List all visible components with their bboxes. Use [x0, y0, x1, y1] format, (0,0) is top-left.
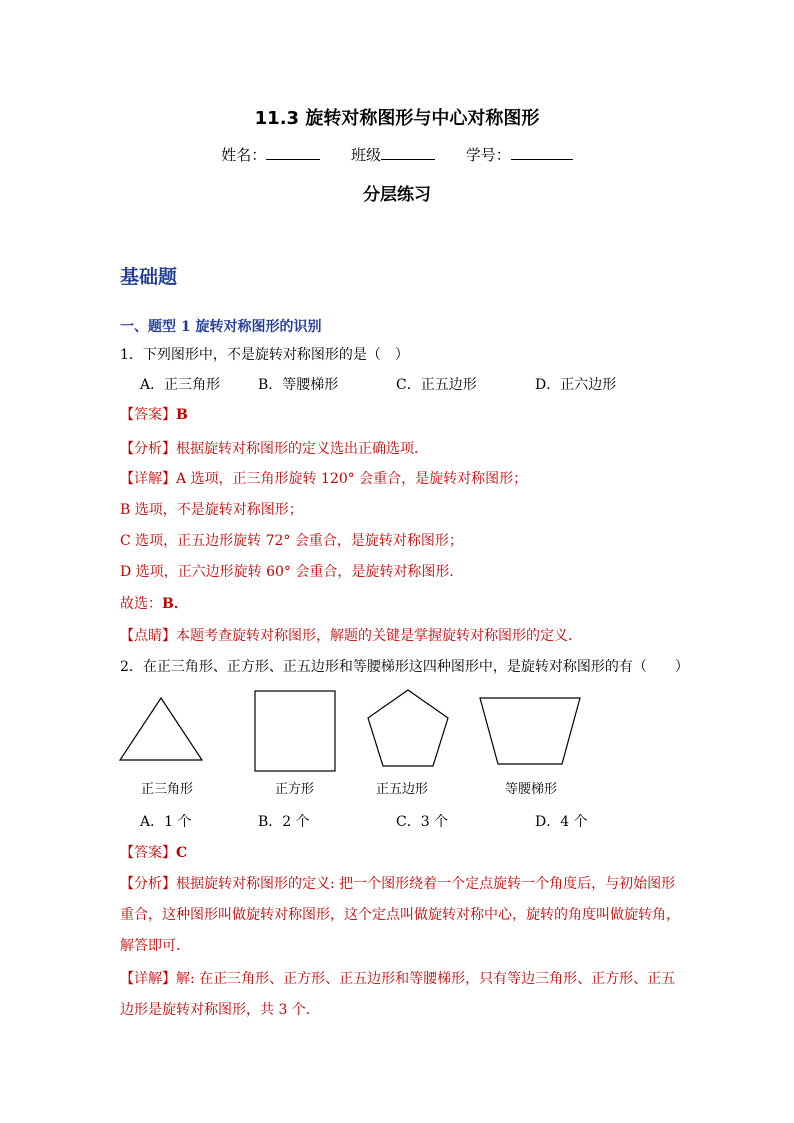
isosceles-trapezoid-figure: [478, 696, 582, 766]
q1-detail-text-1: A 选项，正三角形旋转 120° 会重合，是旋转对称图形；: [176, 471, 528, 487]
triangle-label: 正三角形: [141, 782, 194, 797]
page-title: 11.3 旋转对称图形与中心对称图形: [254, 108, 540, 129]
question-type-heading: 一、题型 1 旋转对称图形的识别: [120, 319, 322, 335]
q1-analysis-text: 根据旋转对称图形的定义选出正确选项．: [176, 441, 428, 457]
q1-comment: [120, 625, 582, 645]
q2-answer-tag: 【答案】: [120, 845, 176, 861]
q2-analysis-text-1: 根据旋转对称图形的定义: 把一个图形绕着一个定点旋转一个角度后，与初始图形: [176, 876, 676, 892]
q2-answer: [120, 842, 187, 862]
name-blank[interactable]: [266, 145, 320, 160]
q1-detail-line-3: C 选项，正五边形旋转 72° 会重合，是旋转对称图形；: [120, 533, 463, 549]
q2-analysis-line-1: [120, 873, 675, 893]
q2-analysis-tag: 【分析】: [120, 876, 176, 892]
class-blank[interactable]: [381, 145, 435, 160]
q1-stem: 1．下列图形中，不是旋转对称图形的是（ ）: [120, 347, 409, 363]
q1-option-c: C．正五边形: [396, 377, 477, 393]
section-heading: 基础题: [120, 266, 178, 288]
q2-option-a: A．1 个: [140, 814, 192, 830]
id-blank[interactable]: [511, 145, 573, 160]
q2-answer-value: C: [176, 845, 188, 861]
q2-detail-line-1: [120, 968, 675, 988]
name-label: 姓名：: [221, 146, 267, 164]
q2-stem: 2．在正三角形、正方形、正五边形和等腰梯形这四种图形中，是旋转对称图形的有（ ）: [120, 659, 689, 675]
q2-analysis-line-3: 解答即可．: [120, 938, 190, 954]
q2-analysis-line-2: 重合，这种图形叫做旋转对称图形，这个定点叫做旋转对称中心，旋转的角度叫做旋转角，: [120, 907, 680, 923]
q1-detail-line-1: [120, 468, 527, 488]
q1-analysis: [120, 438, 428, 458]
q1-detail-line-2: B 选项，不是旋转对称图形；: [120, 502, 303, 518]
page-subtitle: 分层练习: [363, 185, 431, 205]
square-label: 正方形: [275, 782, 315, 797]
q1-choice-value: B．: [162, 596, 188, 612]
q1-choice: [120, 593, 188, 613]
q1-option-a: A．正三角形: [140, 377, 221, 393]
q1-answer-tag: 【答案】: [120, 407, 176, 423]
q1-answer-value: B: [176, 407, 188, 423]
q1-comment-tag: 【点睛】: [120, 628, 176, 644]
q2-option-b: B．2 个: [258, 814, 310, 830]
q1-detail-line-4: D 选项，正六边形旋转 60° 会重合，是旋转对称图形．: [120, 564, 464, 580]
q1-option-b: B．等腰梯形: [258, 377, 339, 393]
q2-option-d: D．4 个: [535, 814, 588, 830]
q1-choice-prefix: 故选：: [120, 596, 162, 612]
class-label: 班级: [350, 146, 381, 164]
pentagon-figure: [366, 688, 450, 768]
trapezoid-label: 等腰梯形: [505, 782, 558, 797]
student-info-row: [0, 144, 794, 165]
q2-detail-tag: 【详解】: [120, 971, 176, 987]
q2-option-c: C．3 个: [396, 814, 449, 830]
id-label: 学号：: [465, 146, 511, 164]
q1-comment-text: 本题考查旋转对称图形，解题的关键是掌握旋转对称图形的定义．: [176, 628, 582, 644]
q2-detail-line-2: 边形是旋转对称图形，共 3 个．: [120, 1002, 320, 1018]
q1-answer: [120, 404, 188, 424]
q1-analysis-tag: 【分析】: [120, 441, 176, 457]
q1-detail-tag: 【详解】: [120, 471, 176, 487]
q2-detail-text-1: 解: 在正三角形、正方形、正五边形和等腰梯形，只有等边三角形、正方形、正五: [176, 971, 676, 987]
pentagon-label: 正五边形: [376, 782, 429, 797]
q1-option-d: D．正六边形: [535, 377, 617, 393]
square-figure: [254, 690, 336, 772]
triangle-figure: [118, 696, 204, 762]
